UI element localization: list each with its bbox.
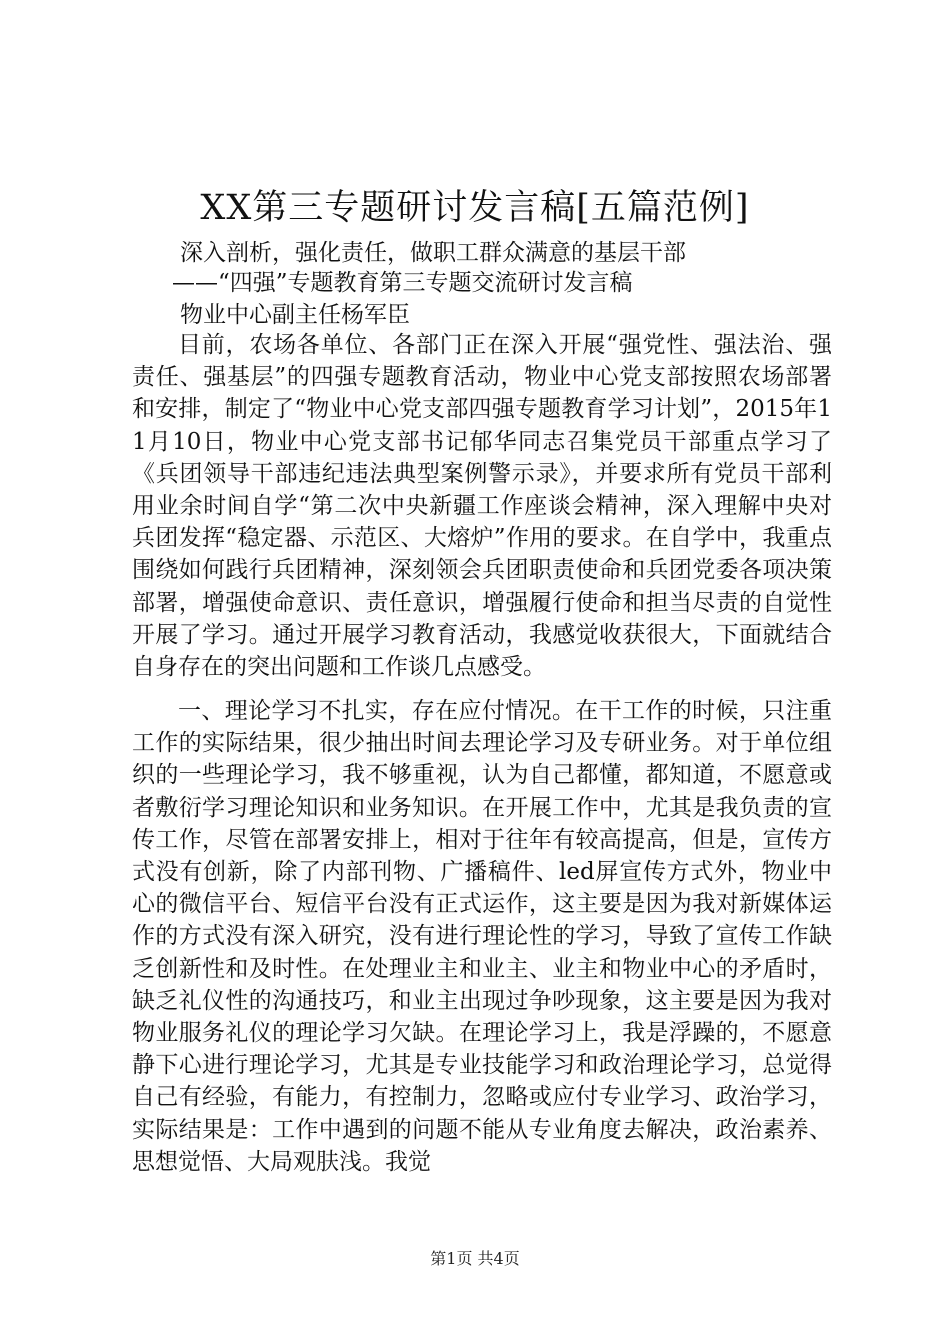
subtitle-line-1: 深入剖析，强化责任，做职工群众满意的基层干部 xyxy=(180,240,686,266)
document-title: XX第三专题研讨发言稿[五篇范例] xyxy=(200,188,750,228)
body-paragraph: 一、理论学习不扎实，存在应付情况。在干工作的时候，只注重工作的实际结果，很少抽出时间去理论学习及专研业务。对于单位组织的一些理论学习，我不够重视，认为自己都懂，都知道，不愿意或者敷衍学习理论知识和业务知识。在开展工作中，尤其是我负责的宣传工作，尽管在部署安排上，相对于往年有较高提高，但是，宣传方式没有创新，除了内部刊物、广播稿件、led屏宣传方式外，物业中心的微信平台、短信平台没有正式运作，这主要是因为我对新媒体运作的方式没有深入研究，没有进行理论性的学习，导致了宣传工作缺乏创新性和及时性。在处理业主和业主、业主和物业中心的矛盾时，缺乏礼仪性的沟通技巧，和业主出现过争吵现象，这主要是因为我对物业服务礼仪的理论学习欠缺。在理论学习上，我是浮躁的，不愿意静下心进行理论学习，尤其是专业技能学习和政治理论学习，总觉得自己有经验，有能力，有控制力，忽略或应付专业学习、政治学习，实际结果是：工作中遇到的问题不能从专业角度去解决，政治素养、思想觉悟、大局观肤浅。我觉 xyxy=(132,698,832,1175)
subtitle-line-2: ——“四强”专题教育第三专题交流研讨发言稿 xyxy=(172,270,633,296)
body-paragraph: 目前，农场各单位、各部门正在深入开展“强党性、强法治、强责任、强基层”的四强专题教育活动，物业中心党支部按照农场部署和安排，制定了“物业中心党支部四强专题教育学习计划”，2015年11月10日，物业中心党支部书记郁华同志召集党员干部重点学习了《兵团领导干部违纪违法典型案例警示录》，并要求所有党员干部利用业余时间自学“第二次中央新疆工作座谈会精神，深入理解中央对兵团发挥“稳定器、示范区、大熔炉”作用的要求。在自学中，我重点围绕如何践行兵团精神，深刻领会兵团职责使命和兵团党委各项决策部署，增强使命意识、责任意识，增强履行使命和担当尽责的自觉性开展了学习。通过开展学习教育活动，我感觉收获很大，下面就结合自身存在的突出问题和工作谈几点感受。 xyxy=(132,332,832,681)
author-line: 物业中心副主任杨军臣 xyxy=(180,302,410,328)
page-number-footer: 第1页 共4页 xyxy=(430,1249,520,1268)
